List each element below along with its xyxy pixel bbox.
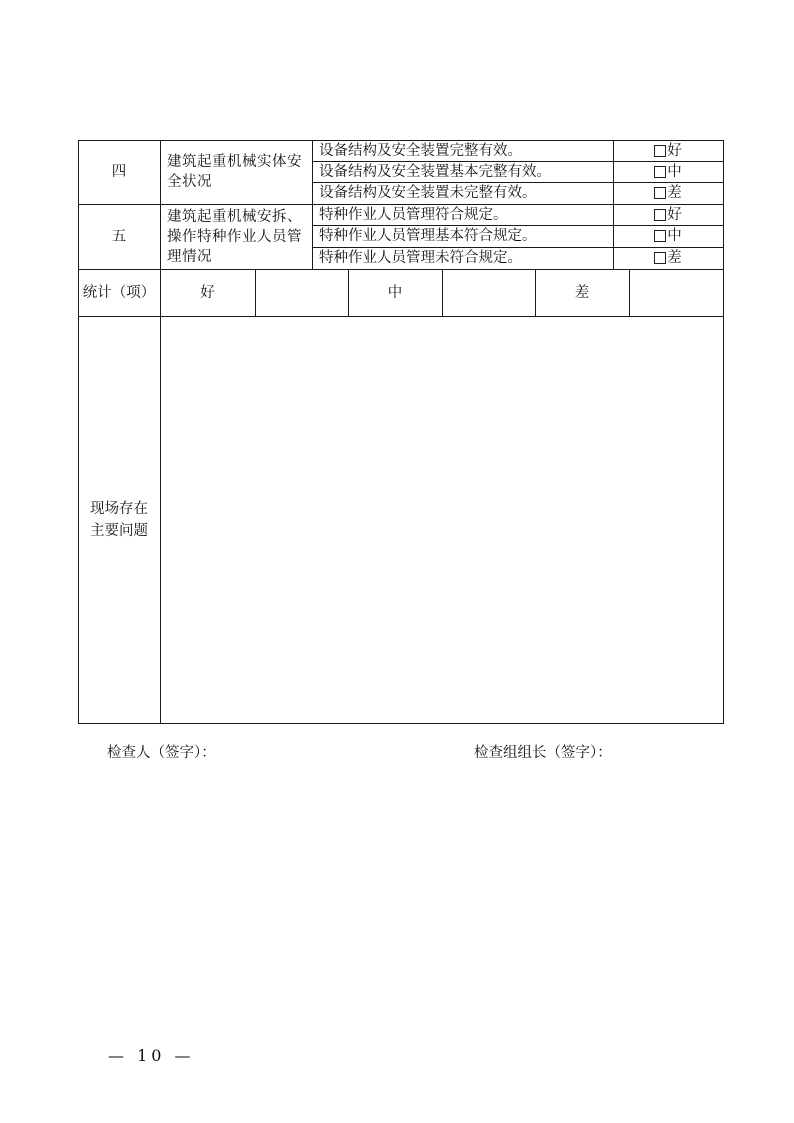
rating-label: 中 [667, 163, 682, 180]
section-number: 四 [111, 164, 127, 180]
stats-good-value[interactable] [255, 269, 348, 316]
criteria-text: 特种作业人员管理符合规定。 [319, 206, 508, 223]
checkbox-icon[interactable] [654, 166, 666, 178]
stats-poor-value[interactable] [629, 269, 723, 316]
rating-label: 差 [667, 250, 682, 266]
checkbox-icon[interactable] [654, 145, 666, 157]
stats-good-label: 好 [200, 284, 215, 301]
issues-label [78, 316, 160, 723]
checkbox-icon[interactable] [654, 187, 666, 199]
section-category: 建筑起重机械安拆、操作特种作业人员管理情况 [167, 209, 302, 265]
section-number: 五 [111, 228, 127, 245]
rating-label: 好 [667, 206, 682, 223]
section-category: 建筑起重机械实体安全状况 [167, 154, 302, 190]
criteria-text: 特种作业人员管理基本符合规定。 [319, 228, 537, 244]
inspector-signature-label: 检查人（签字）： [107, 745, 216, 761]
checkbox-icon[interactable] [654, 209, 666, 221]
page-number: — 10 — [108, 1046, 195, 1065]
rating-checkbox[interactable] [613, 182, 723, 204]
stats-poor-label: 差 [574, 284, 590, 301]
criteria-text: 设备结构及安全装置基本完整有效。 [319, 163, 551, 180]
rating-label: 好 [667, 142, 682, 159]
rule [723, 140, 724, 724]
rating-checkbox[interactable] [613, 140, 723, 161]
stats-medium-label: 中 [387, 284, 403, 301]
inspection-table [78, 140, 724, 724]
checkbox-icon[interactable] [654, 230, 666, 242]
checkbox-icon[interactable] [654, 252, 666, 264]
criteria-text: 设备结构及安全装置未完整有效。 [319, 185, 537, 201]
issues-label-line: 现场存在 [90, 500, 148, 517]
stats-label: 统计（项） [82, 284, 156, 301]
rating-checkbox[interactable] [613, 247, 723, 269]
rating-label: 差 [667, 185, 682, 201]
issues-label-line: 主要问题 [90, 522, 148, 539]
issues-content[interactable] [160, 316, 723, 723]
rating-checkbox[interactable] [613, 225, 723, 247]
leader-signature-label: 检查组组长（签字）： [474, 745, 612, 761]
rating-label: 中 [667, 228, 682, 244]
rule [78, 723, 724, 724]
criteria-text: 设备结构及安全装置完整有效。 [319, 142, 522, 159]
stats-medium-value[interactable] [442, 269, 535, 316]
criteria-text: 特种作业人员管理未符合规定。 [319, 250, 522, 266]
rating-checkbox[interactable] [613, 204, 723, 225]
rating-checkbox[interactable] [613, 161, 723, 182]
